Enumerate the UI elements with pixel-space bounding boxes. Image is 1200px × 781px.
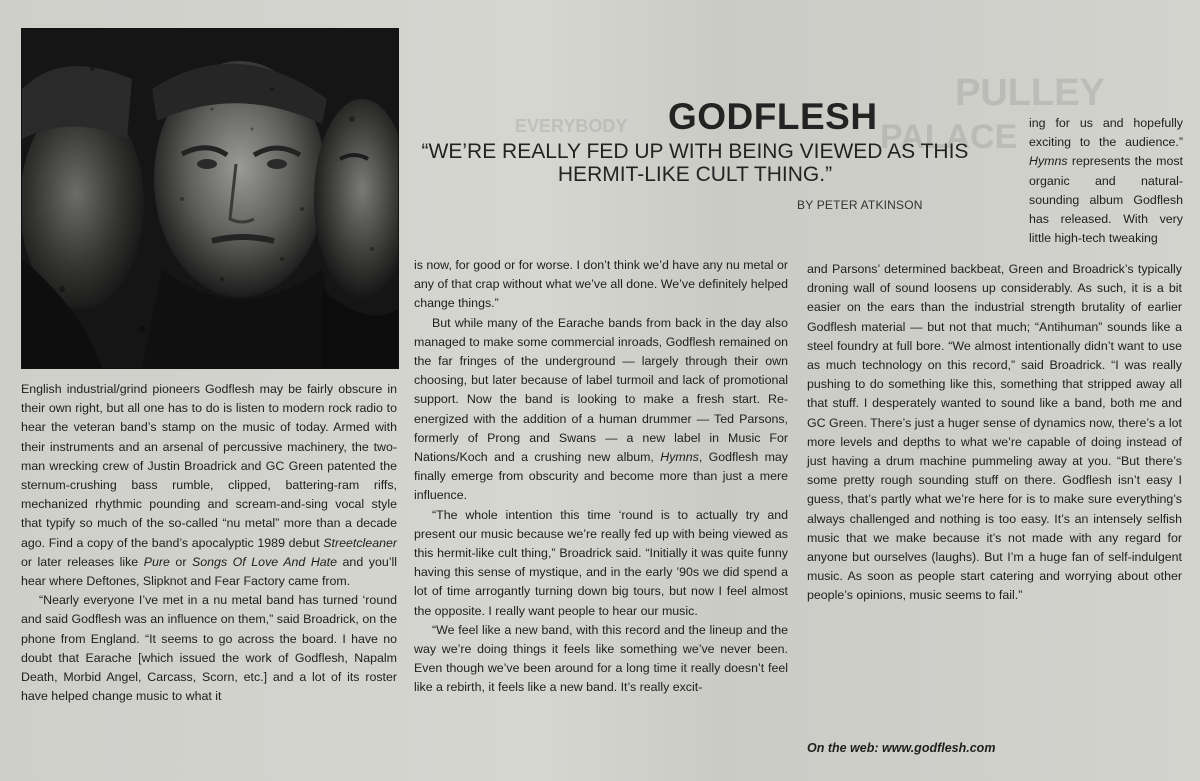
paragraph: “The whole intention this time ‘round is to actually try and present our music because we’re really fed up with being viewed as this hermit-like cult thing,” Broadrick said. “Initially it was quite funny having this sense of mystique, and in the early ’90s we did spend a lot of time arrogantly turning down big tours, but now I feel almost the opposite. I really want people to hear our music. [414, 507, 788, 618]
album-title: Streetcleaner [323, 535, 397, 550]
column-3 [807, 260, 1182, 606]
paragraph [1029, 114, 1183, 248]
article-headline: GODFLESH [668, 96, 878, 137]
text-run: But while many of the Earache bands from back in the day also managed to make some commercial inroads, Godflesh remained on the far fringes of the underground — largely through their own choosing, but later because of label turmoil and lack of promotional support. Now the band is looking to make a fresh start. Re-energized with the addition of a human drummer — Ted Parsons, formerly of Prong and Swans — a new label in Music For Nations/Koch and a crushing new album, [414, 315, 788, 465]
bleed-through-text: EVERYBODY [515, 116, 628, 136]
article-deck: “WE’RE REALLY FED UP WITH BEING VIEWED AS THIS HERMIT-LIKE CULT THING.” [421, 140, 969, 186]
column-3-top [1029, 114, 1183, 248]
paragraph: “We feel like a new band, with this record and the lineup and the way we’re doing things it feels like something we’ve never been. Even though we’ve been around for a long time it really doesn’t feel like a rebirth, it feels like a new band. It’s really excit- [414, 622, 788, 695]
paragraph [21, 380, 397, 591]
website-credit: On the web: www.godflesh.com [807, 741, 996, 755]
text-run: and you’ll hear where Deftones, Slipknot and Fear Factory came from. [21, 554, 397, 589]
text-run: or later releases like [21, 554, 144, 569]
paragraph: “Nearly everyone I’ve met in a nu metal band has turned ‘round and said Godflesh was an influence on them,” said Broadrick, on the phone from England. “It seems to go across the board. I have no doubt that Earache [which issued the work of Godflesh, Napalm Death, Morbid Angel, Carcass, Scorn, etc.] and a lot of its roster have helped change music to what it [21, 593, 397, 704]
bleed-through-text: PULLEY [955, 72, 1105, 114]
album-title: Pure [143, 554, 170, 569]
column-1 [21, 380, 397, 706]
paragraph: is now, for good or for worse. I don’t think we’d have any nu metal or any of that crap without what we’ve all done. We’ve definitely helped change things.” [414, 258, 788, 311]
album-title: Hymns [1029, 154, 1068, 169]
paragraph: and Parsons’ determined backbeat, Green and Broadrick’s typically droning wall of sound loosens up considerably. As such, it is a bit easier on the ears than the industrial strength brutality of earlier Godflesh material — but not that much; “Antihuman” sounds like a steel foundry at full bore. “We almost intentionally didn’t want to use as much technology on this record,” said Broadrick. “I was really pushing to do something like this, something that stripped away all that stuff. I desperately wanted to sound like a band, both me and GC Green. There’s just a huger sense of dynamics now, there’s a lot more levels and depths to what we’re capable of doing instead of just having a drum machine pummeling away at you. “But there’s some pretty rough sounding stuff on there. Godflesh isn’t easy I guess, that’s partly what we’re here for is to make sure everything’s always challenged and nothing is too easy. It’s an intensely selfish music that we make because it’s not made with any regard for anyone but ourselves (laughs). But I’m a huge fan of self-indulgent music. As soon as people start catering and worrying about other people’s opinions, music seems to fail.” [807, 262, 1182, 603]
album-title: Hymns [660, 450, 699, 465]
text-run: or [169, 554, 192, 569]
paragraph [414, 314, 788, 506]
text-run: ing for us and hopefully exciting to the audience.” [1029, 116, 1183, 150]
bleed-through-text: PALACE [880, 118, 1018, 156]
band-photo-image [22, 29, 398, 368]
band-photo [21, 28, 399, 369]
article-byline: BY PETER ATKINSON [797, 198, 923, 212]
album-title: Songs Of Love And Hate [192, 554, 337, 569]
text-run: English industrial/grind pioneers Godflesh may be fairly obscure in their own right, but all one has to do is listen to modern rock radio to hear the veteran band’s stamp on the music of today. Armed with their instruments and an arsenal of percussive machinery, the two-man wrecking crew of Justin Broadrick and GC Green patented the sternum-crushing bass rumble, clipped, battering-ram riffs, mechanized rhythmic pounding and scream-and-sing vocal style that typify so much of the so-called “nu metal” more than a decade ago. Find a copy of the band’s apocalyptic 1989 debut [21, 382, 397, 550]
text-run: , Godflesh may finally emerge from obscurity and become more than just a mere influence. [414, 450, 788, 503]
column-2 [414, 256, 788, 698]
text-run: represents the most organic and natural-sounding album Godflesh has released. With very little high-tech tweaking [1029, 154, 1183, 246]
